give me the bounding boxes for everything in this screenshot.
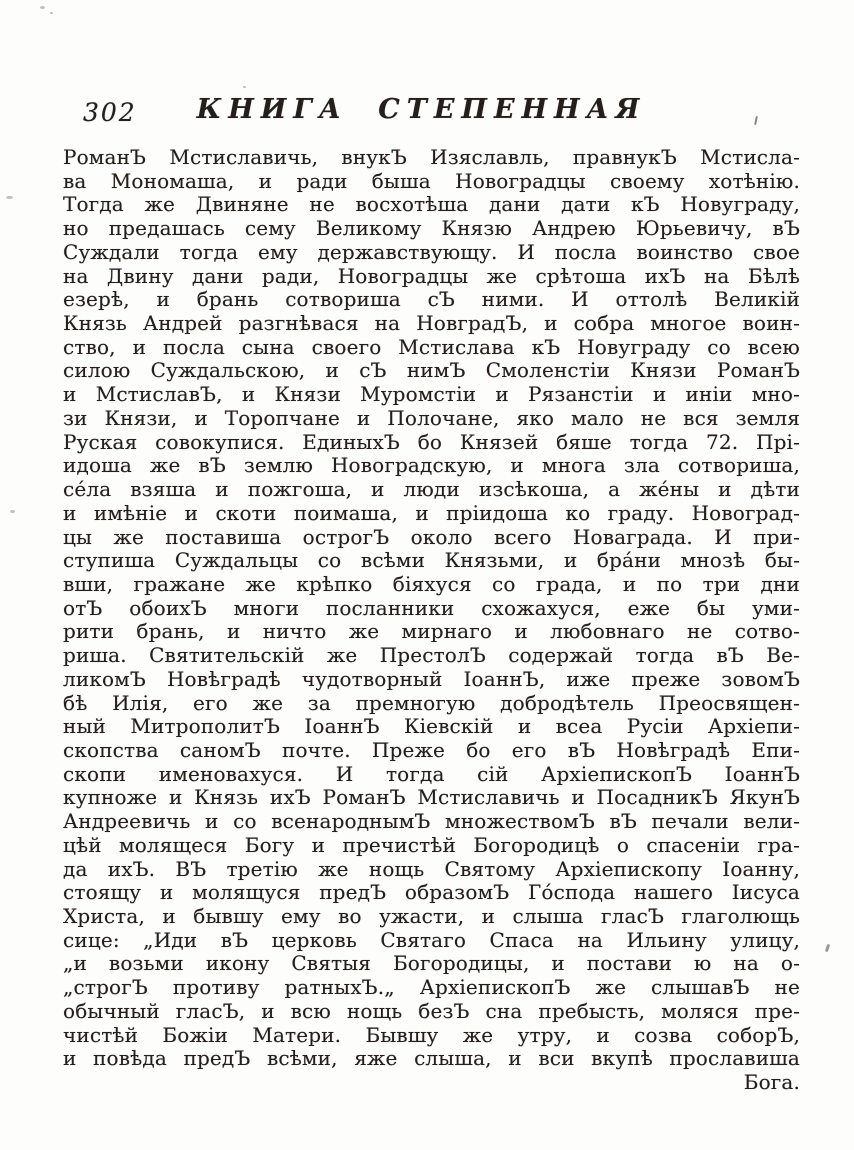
text-line: риша. Святительскій же ПрестолЪ содержай тогда вЪ Ве-: [63, 644, 800, 668]
text-line: ступиша Суждальцы со всѣми Князьми, и бра́ни мнозѣ бы-: [63, 549, 800, 573]
text-line: вши, гражане же крѣпко біяхуся со града, и по три дни: [63, 572, 800, 596]
text-line: ликомЪ Новѣградѣ чудотворный ІоаннЪ, иже преже зовомЪ: [63, 667, 800, 691]
text-line: „строгЪ противу ратныхЪ.„ АрхіепископЪ же слышавЪ не: [63, 976, 800, 1000]
text-line: РоманЪ Мстиславичь, внукЪ Изяславль, правнукЪ Мстисла-: [63, 146, 800, 169]
text-line: цы же поставиша острогЪ около всего Новаграда. И при-: [63, 525, 800, 549]
text-line: ва Мономаша, и ради быша Новоградцы своему хотѣнію.: [63, 169, 800, 193]
text-line: скопи именовахуся. И тогда сій АрхіепископЪ ІоаннЪ: [63, 762, 800, 786]
text-line: и имѣніе и скоти поимаша, и пріидоша ко граду. Новоград-: [63, 501, 800, 525]
scan-speck: [50, 12, 53, 14]
text-line: ный МитрополитЪ ІоаннЪ Кіевскій и всеа Русіи Архіепи-: [63, 715, 800, 739]
text-line: чистѣй Божіи Матери. Бывшу же утру, и созва соборЪ,: [63, 1023, 800, 1047]
scan-speck: [6, 196, 13, 199]
text-line: Суждали тогда ему державствующу. И посла воинство свое: [63, 240, 800, 264]
catchword: Бога.: [743, 1070, 800, 1095]
text-line: и повѣда предЪ всѣми, яже слыша, и вси вкупѣ прославиша: [63, 1047, 800, 1071]
text-line: Христа, и бывшу ему во ужасти, и слыша гласЪ глаголющь: [63, 905, 800, 928]
text-line: скопства саномЪ почте. Преже бо его вЪ Новѣградѣ Епи-: [63, 738, 800, 762]
running-header: [63, 94, 800, 130]
text-line: да ихЪ. ВЪ третію же нощь Святому Архіепископу Іоанну,: [63, 857, 800, 881]
scan-speck: [10, 510, 15, 513]
text-line: идоша же вЪ землю Новоградскую, и многа зла сотвориша,: [63, 454, 800, 478]
text-line: сице: „Иди вЪ церковь Святаго Спаса на Ильину улицу,: [63, 928, 800, 952]
text-line: бѣ Илія, его же за премногую добродѣтель Преосвящен-: [63, 691, 800, 715]
text-line: рити брань, и ничто же мирнаго и любовнаго не сотво-: [63, 620, 800, 644]
text-line: Руская совокупися. ЕдиныхЪ бо Князей бяше тогда 72. Прі-: [63, 430, 800, 454]
text-line: но предашась сему Великому Князю Андрею Юрьевичу, вЪ: [63, 217, 800, 241]
text-line: Князь Андрей разгнѣвася на НовградЪ, и собра многое воин-: [63, 312, 800, 336]
text-line: Андреевичь и со всенароднымЪ множествомЪ вЪ печали вели-: [63, 810, 800, 834]
running-title: КНИГА СТЕПЕННАЯ: [196, 94, 647, 125]
body-text-block: [63, 146, 800, 1095]
text-line: се́ла взяша и пожгоша, и люди изсѣкоша, а же́ны и дѣти: [63, 478, 800, 502]
text-line: ство, и посла сына своего Мстислава кЪ Новуграду со всею: [63, 335, 800, 359]
text-line: отЪ обоихЪ многи посланники схожахуся, еже бы уми-: [63, 596, 800, 620]
page-number: 302: [83, 98, 137, 127]
text-line: зи Князи, и Торопчане и Полочане, яко мало не вся земля: [63, 406, 800, 430]
text-line: и МстиславЪ, и Князи Муромстіи и Рязанстіи и иніи мно-: [63, 383, 800, 407]
text-line: Тогда же Двиняне не восхотѣша дани дати кЪ Новуграду,: [63, 193, 800, 217]
text-line: цѣй молящеся Богу и пречистѣй Богородицѣ о спасеніи гра-: [63, 833, 800, 857]
scan-speck: [243, 86, 246, 88]
text-line: езерѣ, и брань сотвориша сЪ ними. И оттолѣ Великій: [63, 288, 800, 312]
text-line: обычный гласЪ, и всю нощь безЪ сна пребысть, моляся пре-: [63, 999, 800, 1023]
text-line: стоящу и молящуся предЪ образомЪ Го́спода нашего Іисуса: [63, 881, 800, 905]
scan-speck: [40, 6, 45, 9]
text-line: „и возьми икону Святыя Богородицы, и постави ю на о-: [63, 952, 800, 976]
text-line: на Двину дани ради, Новоградцы же срѣтоша ихЪ на Бѣлѣ: [63, 264, 800, 288]
text-line: купноже и Князь ихЪ РоманЪ Мстиславичь и ПосадникЪ ЯкунЪ: [63, 786, 800, 810]
scan-mark: [825, 944, 830, 953]
text-line: силою Суждальскою, и сЪ нимЪ Смоленстіи Князи РоманЪ: [63, 359, 800, 383]
